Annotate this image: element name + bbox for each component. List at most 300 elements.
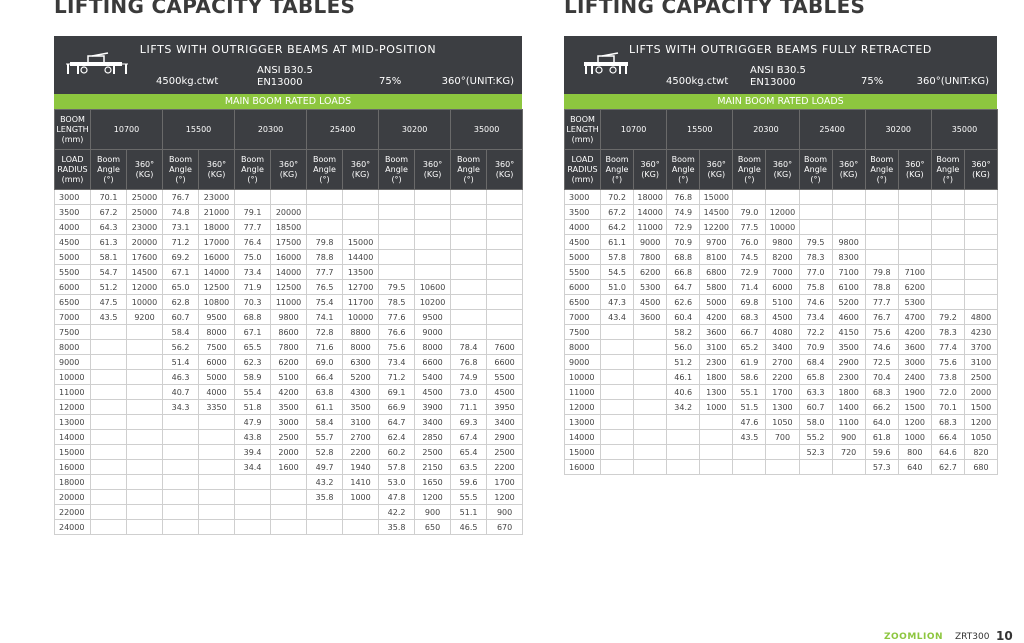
capacity-panel-mid-position: [54, 36, 522, 535]
capacity-cell: 900: [487, 505, 523, 520]
boom-angle-cell: [451, 190, 487, 205]
capacity-cell: [127, 430, 163, 445]
boom-angle-cell: 47.5: [91, 295, 127, 310]
capacity-cell: [127, 325, 163, 340]
boom-angle-cell: [451, 205, 487, 220]
capacity-cell: 2500: [964, 370, 997, 385]
boom-angle-cell: 55.1: [733, 385, 766, 400]
boom-angle-cell: 56.2: [163, 340, 199, 355]
radius-cell: 5500: [55, 265, 91, 280]
table-row: [55, 340, 523, 355]
capacity-cell: [964, 280, 997, 295]
table-row: [55, 385, 523, 400]
capacity-header: 360° (KG): [766, 150, 799, 190]
capacity-cell: [964, 250, 997, 265]
capacity-cell: 10200: [415, 295, 451, 310]
boom-angle-cell: 73.1: [163, 220, 199, 235]
table-row: [565, 205, 998, 220]
boom-angle-cell: 68.4: [799, 355, 832, 370]
table-row: [55, 205, 523, 220]
boom-angle-cell: 76.0: [733, 235, 766, 250]
boom-angle-cell: [931, 205, 964, 220]
capacity-cell: 3950: [487, 400, 523, 415]
capacity-cell: [964, 220, 997, 235]
boom-angle-cell: 62.3: [235, 355, 271, 370]
capacity-cell: 17600: [127, 250, 163, 265]
sub-header-row: [565, 150, 998, 190]
boom-angle-cell: 70.1: [931, 400, 964, 415]
boom-angle-cell: 57.8: [601, 250, 634, 265]
capacity-cell: 12500: [199, 280, 235, 295]
capacity-cell: 2850: [415, 430, 451, 445]
table-row: [55, 310, 523, 325]
radius-cell: 3500: [565, 205, 601, 220]
boom-angle-cell: 72.8: [307, 325, 343, 340]
boom-angle-cell: 71.2: [163, 235, 199, 250]
boom-angle-cell: [667, 430, 700, 445]
boom-length-value: 15500: [667, 110, 733, 150]
radius-cell: 4500: [565, 235, 601, 250]
capacity-cell: 12700: [343, 280, 379, 295]
radius-cell: 18000: [55, 475, 91, 490]
table-row: [55, 280, 523, 295]
capacity-cell: [271, 475, 307, 490]
boom-angle-cell: 46.1: [667, 370, 700, 385]
capacity-cell: [199, 415, 235, 430]
capacity-cell: 7100: [898, 265, 931, 280]
boom-angle-cell: [379, 235, 415, 250]
boom-angle-cell: 47.9: [235, 415, 271, 430]
table-row: [565, 295, 998, 310]
boom-angle-cell: 71.2: [379, 370, 415, 385]
capacity-cell: 2200: [766, 370, 799, 385]
capacity-cell: [634, 400, 667, 415]
radius-cell: 11000: [565, 385, 601, 400]
boom-angle-cell: 70.4: [865, 370, 898, 385]
radius-cell: 8000: [565, 340, 601, 355]
boom-angle-cell: [379, 190, 415, 205]
capacity-cell: [898, 235, 931, 250]
capacity-cell: 8000: [199, 325, 235, 340]
capacity-cell: [487, 220, 523, 235]
capacity-cell: 10000: [766, 220, 799, 235]
capacity-panel-fully-retracted: [564, 36, 997, 475]
boom-angle-cell: 69.0: [307, 355, 343, 370]
table-row: [55, 220, 523, 235]
boom-length-value: 35000: [451, 110, 523, 150]
boom-angle-cell: 76.7: [865, 310, 898, 325]
capacity-cell: [271, 505, 307, 520]
boom-angle-cell: 66.4: [307, 370, 343, 385]
capacity-cell: 11000: [271, 295, 307, 310]
capacity-cell: [766, 190, 799, 205]
counterweight-label: 4500kg.ctwt: [666, 76, 729, 87]
capacity-cell: 12000: [127, 280, 163, 295]
boom-angle-cell: 55.4: [235, 385, 271, 400]
boom-angle-cell: 65.4: [451, 445, 487, 460]
capacity-cell: [964, 205, 997, 220]
capacity-cell: [487, 205, 523, 220]
boom-angle-cell: [931, 235, 964, 250]
capacity-cell: 650: [415, 520, 451, 535]
boom-angle-cell: [931, 250, 964, 265]
capacity-cell: 11700: [343, 295, 379, 310]
boom-angle-cell: 62.8: [163, 295, 199, 310]
capacity-cell: 9800: [832, 235, 865, 250]
capacity-cell: 7800: [271, 340, 307, 355]
capacity-cell: 3100: [343, 415, 379, 430]
boom-angle-cell: 43.5: [733, 430, 766, 445]
boom-angle-cell: 62.4: [379, 430, 415, 445]
capacity-cell: 3400: [766, 340, 799, 355]
boom-angle-cell: 66.9: [379, 400, 415, 415]
capacity-cell: 3700: [964, 340, 997, 355]
boom-angle-cell: [601, 430, 634, 445]
boom-angle-cell: 58.0: [799, 415, 832, 430]
boom-angle-cell: 79.8: [307, 235, 343, 250]
table-row: [565, 235, 998, 250]
boom-angle-cell: 66.2: [865, 400, 898, 415]
boom-angle-cell: [601, 340, 634, 355]
capacity-cell: 25000: [127, 205, 163, 220]
boom-angle-cell: 74.6: [865, 340, 898, 355]
capacity-cell: 1800: [700, 370, 733, 385]
boom-angle-cell: [931, 265, 964, 280]
capacity-cell: [487, 250, 523, 265]
boom-length-value: 35000: [931, 110, 997, 150]
capacity-cell: 4800: [964, 310, 997, 325]
boom-angle-cell: 43.2: [307, 475, 343, 490]
capacity-cell: 1000: [700, 400, 733, 415]
boom-angle-cell: [91, 325, 127, 340]
capacity-cell: 6000: [199, 355, 235, 370]
boom-angle-cell: [865, 190, 898, 205]
boom-angle-cell: 75.4: [307, 295, 343, 310]
boom-angle-cell: 70.2: [601, 190, 634, 205]
radius-cell: 3500: [55, 205, 91, 220]
capacity-cell: 2700: [343, 430, 379, 445]
boom-angle-cell: 64.0: [865, 415, 898, 430]
boom-angle-cell: [91, 445, 127, 460]
table-row: [565, 310, 998, 325]
capacity-cell: 1700: [487, 475, 523, 490]
radius-cell: 7000: [55, 310, 91, 325]
boom-angle-cell: 58.4: [307, 415, 343, 430]
boom-angle-cell: 74.9: [451, 370, 487, 385]
boom-angle-cell: 69.2: [163, 250, 199, 265]
capacity-cell: 5100: [766, 295, 799, 310]
capacity-cell: 3600: [634, 310, 667, 325]
boom-angle-header: Boom Angle (°): [235, 150, 271, 190]
capacity-cell: [127, 355, 163, 370]
boom-angle-cell: [865, 250, 898, 265]
capacity-cell: [199, 520, 235, 535]
capacity-cell: [415, 205, 451, 220]
radius-cell: 14000: [55, 430, 91, 445]
boom-angle-cell: 47.8: [379, 490, 415, 505]
boom-angle-cell: 75.6: [379, 340, 415, 355]
boom-angle-cell: 77.0: [799, 265, 832, 280]
capacity-cell: 7000: [766, 265, 799, 280]
capacity-cell: 12500: [271, 280, 307, 295]
panel-header: [564, 36, 997, 94]
unit-label: 360°(UNIT:KG): [916, 76, 989, 87]
capacity-cell: 2500: [487, 445, 523, 460]
capacity-cell: [271, 490, 307, 505]
radius-cell: 5500: [565, 265, 601, 280]
boom-angle-cell: 46.3: [163, 370, 199, 385]
boom-angle-cell: [91, 385, 127, 400]
capacity-cell: 3600: [700, 325, 733, 340]
radius-cell: 16000: [55, 460, 91, 475]
boom-angle-cell: 69.1: [379, 385, 415, 400]
boom-angle-cell: [91, 430, 127, 445]
boom-angle-cell: 79.8: [865, 265, 898, 280]
capacity-cell: [898, 205, 931, 220]
capacity-cell: [127, 340, 163, 355]
boom-angle-cell: 77.7: [235, 220, 271, 235]
boom-angle-cell: 51.0: [601, 280, 634, 295]
capacity-cell: 2300: [700, 355, 733, 370]
boom-angle-cell: 73.4: [799, 310, 832, 325]
boom-angle-cell: 78.5: [379, 295, 415, 310]
capacity-cell: 2700: [766, 355, 799, 370]
capacity-cell: 4230: [964, 325, 997, 340]
capacity-cell: 1000: [343, 490, 379, 505]
boom-angle-cell: 77.4: [931, 340, 964, 355]
capacity-cell: 12000: [766, 205, 799, 220]
boom-angle-cell: [799, 190, 832, 205]
boom-angle-cell: 77.6: [379, 310, 415, 325]
capacity-cell: [271, 520, 307, 535]
boom-angle-cell: 49.7: [307, 460, 343, 475]
capacity-cell: 6600: [415, 355, 451, 370]
boom-length-value: 25400: [799, 110, 865, 150]
boom-angle-header: Boom Angle (°): [451, 150, 487, 190]
boom-angle-cell: 79.0: [733, 205, 766, 220]
capacity-cell: [127, 520, 163, 535]
boom-angle-cell: 78.8: [865, 280, 898, 295]
capacity-cell: 2000: [964, 385, 997, 400]
boom-angle-cell: 72.9: [733, 265, 766, 280]
capacity-cell: [199, 505, 235, 520]
capacity-cell: 1940: [343, 460, 379, 475]
capacity-cell: [964, 265, 997, 280]
capacity-cell: [127, 415, 163, 430]
capacity-cell: 3400: [415, 415, 451, 430]
boom-angle-header: Boom Angle (°): [91, 150, 127, 190]
capacity-cell: 7600: [487, 340, 523, 355]
capacity-cell: [415, 235, 451, 250]
boom-angle-cell: 76.8: [667, 190, 700, 205]
capacity-cell: 5800: [700, 280, 733, 295]
capacity-cell: [199, 430, 235, 445]
boom-angle-header: Boom Angle (°): [733, 150, 766, 190]
boom-angle-cell: [307, 505, 343, 520]
radius-cell: 6500: [565, 295, 601, 310]
boom-angle-header: Boom Angle (°): [931, 150, 964, 190]
capacity-cell: 4300: [343, 385, 379, 400]
capacity-cell: 7100: [832, 265, 865, 280]
boom-angle-cell: 77.7: [307, 265, 343, 280]
capacity-cell: [964, 235, 997, 250]
capacity-cell: 4200: [700, 310, 733, 325]
capacity-cell: 4500: [487, 385, 523, 400]
capacity-cell: 2500: [271, 430, 307, 445]
capacity-cell: [127, 490, 163, 505]
table-row: [55, 415, 523, 430]
boom-angle-cell: 66.4: [931, 430, 964, 445]
capacity-cell: [487, 280, 523, 295]
percent-label: 75%: [379, 76, 402, 87]
capacity-header: 360° (KG): [271, 150, 307, 190]
boom-length-value: 20300: [733, 110, 799, 150]
boom-angle-cell: 51.4: [163, 355, 199, 370]
boom-angle-cell: 35.8: [379, 520, 415, 535]
boom-angle-cell: 67.1: [163, 265, 199, 280]
capacity-cell: [415, 220, 451, 235]
boom-angle-cell: [91, 415, 127, 430]
radius-cell: 22000: [55, 505, 91, 520]
capacity-cell: 8800: [343, 325, 379, 340]
load-radius-label: LOAD RADIUS (mm): [565, 150, 601, 190]
boom-angle-cell: 55.5: [451, 490, 487, 505]
boom-angle-cell: [91, 460, 127, 475]
capacity-cell: 5300: [634, 280, 667, 295]
table-row: [565, 445, 998, 460]
boom-angle-cell: 67.2: [91, 205, 127, 220]
radius-cell: 9000: [55, 355, 91, 370]
capacity-cell: 1200: [964, 415, 997, 430]
boom-angle-cell: [91, 340, 127, 355]
boom-angle-cell: [235, 505, 271, 520]
capacity-cell: 6600: [487, 355, 523, 370]
boom-angle-cell: [307, 520, 343, 535]
boom-angle-cell: [91, 475, 127, 490]
boom-length-value: 10700: [601, 110, 667, 150]
capacity-cell: [634, 445, 667, 460]
capacity-cell: 1000: [898, 430, 931, 445]
boom-angle-cell: 63.3: [799, 385, 832, 400]
boom-angle-cell: 70.9: [799, 340, 832, 355]
capacity-cell: 16000: [199, 250, 235, 265]
boom-angle-cell: [799, 460, 832, 475]
boom-angle-cell: 58.4: [163, 325, 199, 340]
page-heading-right: LIFTING CAPACITY TABLES: [564, 0, 866, 18]
boom-angle-cell: 76.4: [235, 235, 271, 250]
boom-angle-cell: [163, 430, 199, 445]
radius-cell: 3000: [55, 190, 91, 205]
capacity-cell: 700: [766, 430, 799, 445]
boom-angle-cell: 62.7: [931, 460, 964, 475]
boom-angle-cell: 65.5: [235, 340, 271, 355]
capacity-cell: [343, 505, 379, 520]
table-row: [565, 400, 998, 415]
boom-angle-cell: [91, 490, 127, 505]
capacity-cell: 3900: [415, 400, 451, 415]
capacity-cell: 11000: [634, 220, 667, 235]
capacity-header: 360° (KG): [898, 150, 931, 190]
boom-angle-cell: [163, 460, 199, 475]
capacity-cell: 12200: [700, 220, 733, 235]
boom-angle-cell: 72.2: [799, 325, 832, 340]
boom-angle-cell: 72.0: [931, 385, 964, 400]
radius-cell: 20000: [55, 490, 91, 505]
boom-angle-cell: [799, 220, 832, 235]
capacity-cell: 10800: [199, 295, 235, 310]
boom-angle-cell: 59.6: [865, 445, 898, 460]
main-boom-band: MAIN BOOM RATED LOADS: [54, 94, 522, 109]
capacity-cell: 10600: [415, 280, 451, 295]
table-row: [565, 385, 998, 400]
capacity-cell: [634, 385, 667, 400]
radius-cell: 6500: [55, 295, 91, 310]
radius-cell: 5000: [565, 250, 601, 265]
capacity-header: 360° (KG): [199, 150, 235, 190]
boom-angle-cell: [91, 370, 127, 385]
boom-angle-cell: 63.8: [307, 385, 343, 400]
capacity-cell: [832, 190, 865, 205]
capacity-cell: 14500: [700, 205, 733, 220]
capacity-header: 360° (KG): [487, 150, 523, 190]
capacity-header: 360° (KG): [964, 150, 997, 190]
capacity-cell: [487, 190, 523, 205]
boom-angle-cell: 72.9: [667, 220, 700, 235]
table-row: [565, 340, 998, 355]
capacity-cell: [634, 355, 667, 370]
table-row: [55, 400, 523, 415]
boom-angle-cell: [733, 445, 766, 460]
capacity-cell: [127, 505, 163, 520]
boom-angle-cell: 65.2: [733, 340, 766, 355]
capacity-cell: 800: [898, 445, 931, 460]
capacity-cell: [199, 490, 235, 505]
radius-cell: 9000: [565, 355, 601, 370]
table-row: [55, 355, 523, 370]
capacity-cell: [964, 190, 997, 205]
capacity-cell: 5000: [700, 295, 733, 310]
capacity-cell: 9200: [127, 310, 163, 325]
capacity-cell: 9000: [634, 235, 667, 250]
boom-angle-cell: 43.4: [601, 310, 634, 325]
radius-cell: 7000: [565, 310, 601, 325]
boom-length-value: 15500: [163, 110, 235, 150]
capacity-cell: [700, 430, 733, 445]
capacity-cell: [127, 370, 163, 385]
capacity-cell: 9800: [766, 235, 799, 250]
capacity-cell: 5000: [199, 370, 235, 385]
boom-angle-cell: 40.7: [163, 385, 199, 400]
boom-angle-cell: 77.7: [865, 295, 898, 310]
boom-angle-header: Boom Angle (°): [865, 150, 898, 190]
boom-angle-cell: 51.5: [733, 400, 766, 415]
capacity-cell: 8200: [766, 250, 799, 265]
capacity-cell: 670: [487, 520, 523, 535]
boom-angle-cell: 51.1: [451, 505, 487, 520]
capacity-cell: 3500: [832, 340, 865, 355]
capacity-cell: 14000: [199, 265, 235, 280]
table-row: [565, 415, 998, 430]
boom-angle-cell: 54.7: [91, 265, 127, 280]
boom-angle-cell: 74.8: [163, 205, 199, 220]
capacity-cell: [634, 370, 667, 385]
capacity-cell: 1200: [898, 415, 931, 430]
boom-angle-cell: [91, 520, 127, 535]
capacity-cell: [487, 235, 523, 250]
boom-angle-cell: 73.0: [451, 385, 487, 400]
capacity-cell: 1400: [832, 400, 865, 415]
boom-angle-cell: 64.6: [931, 445, 964, 460]
